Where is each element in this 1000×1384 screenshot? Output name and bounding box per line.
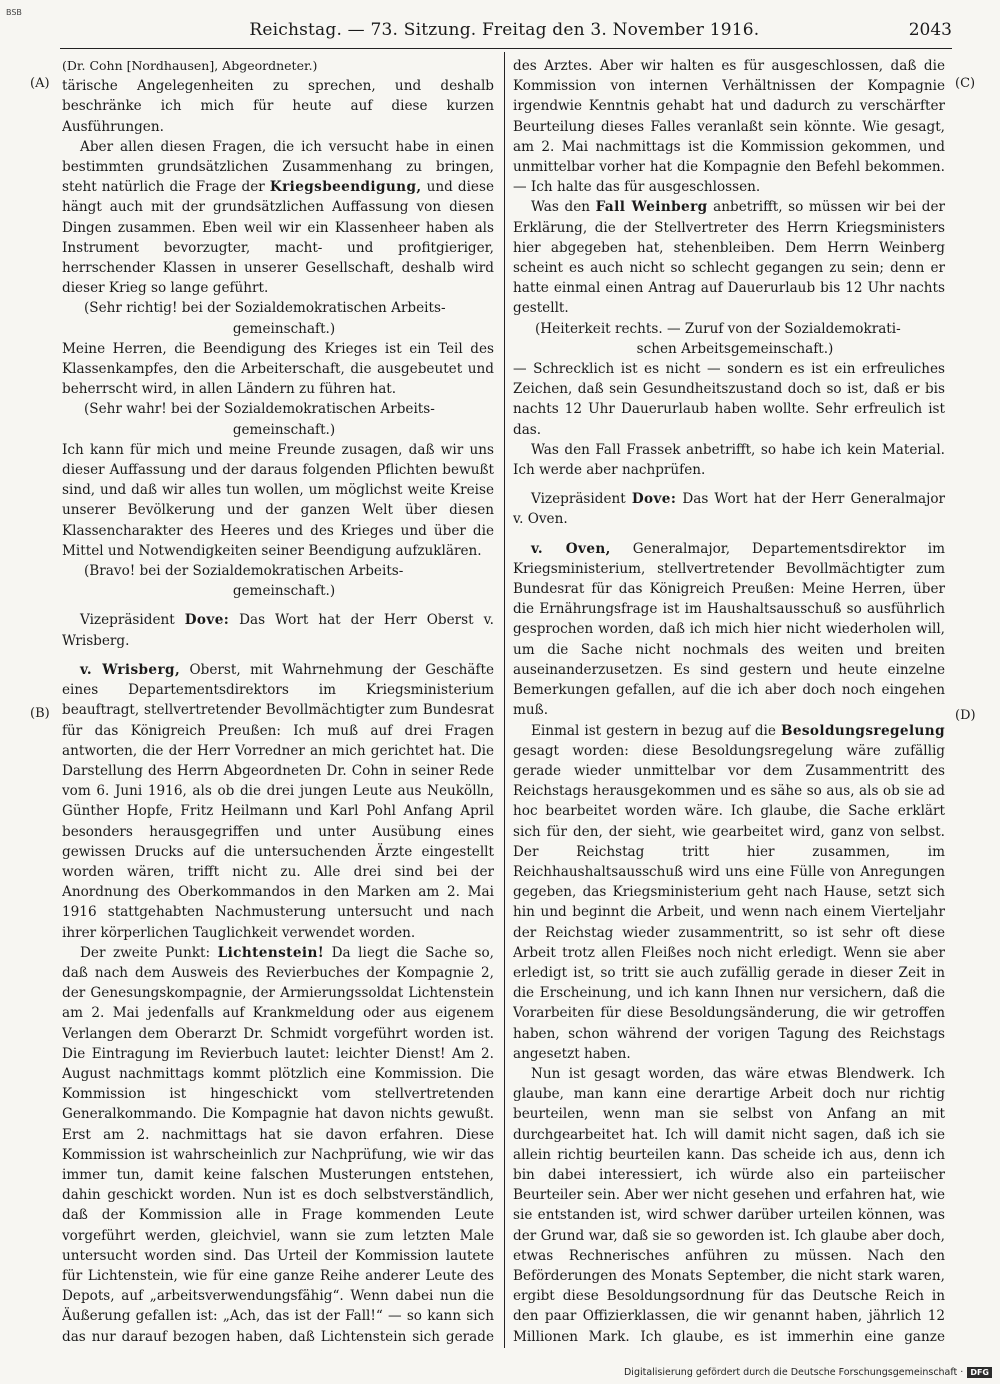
speaker-paragraph: v. Wrisberg, Oberst, mit Wahrnehmung der Geschäfte eines Departementsdirektors im Kriegsministerium beauftragt, stellvertretender Bevollmächtigter zum Bundesrat für das Königreich Preußen: Ich muß auf drei Fragen antworten, die der Herr Vorredner an mich gerichtet hat. Die Darstellung des Herrn Abgeordneten Dr. Cohn in seiner Rede vom 6. Juni 1916, als ob die drei jungen Leute aus Neukölln, Günther Hopfe, Fritz Heilmann und Karl Pohl Anfang April besonders herausgegriffen und unter Ausübung eines gewissen Drucks auf die untersuchenden Ärzte eingestellt worden wären, trifft nicht zu. Alle drei sind bei der Anordnung des Oberkommandos in den Marken am 2. Mai 1916 stattgehabten Nachmusterung untersucht und nach ihrer körperlichen Tauglichkeit verwendet worden. [62, 661, 494, 941]
page-header [60, 20, 952, 46]
digitization-credit [624, 1367, 992, 1378]
paragraph: Einmal ist gestern in bezug auf die Besoldungsregelung gesagt worden: diese Besoldungsregelung wäre zufällig gerade wieder unmittelbar vor dem Zusammentritt des Reichstags herausgekommen und es sähe so aus, als ob sie ad hoc bearbeitet worden wäre. Ich glaube, die Sache erklärt sich für den, der sieht, wie gearbeitet wird, ganz von selbst. Der Reichstag tritt hier zusammen, im Reichhaushaltsausschuß wird uns eine Fülle von Anregungen gegeben, das Kriegsministerium geht nach Hause, setzt sich hin und beginnt die Arbeit, und wenn nach einem Vierteljahr der Reichstag wieder zusammentritt, so ist sehr oft diese Arbeit trotz allen Fleißes noch nicht erledigt. Wenn sie aber erledigt ist, so tritt sie auch zufällig gerade in dieser Zeit in die Erscheinung, und ich kann Ihnen nur versichern, daß die Vorarbeiten für diese Besoldungsänderung, die wir getroffen haben, schon während der vorigen Tagung des Reichstags angesetzt haben. [513, 722, 945, 1062]
paragraph: Was den Fall Frassek anbetrifft, so habe ich kein Material. Ich werde aber nachprüfen. [513, 441, 945, 479]
column-divider [504, 52, 505, 1348]
speaker-name: v. Oven, [531, 540, 611, 557]
paragraph: Nun ist gesagt worden, das wäre etwas Blendwerk. Ich glaube, man kann eine derartige Arbeit doch nur richtig beurteilen, wenn man sie selbst von Anfang an mit durchgearbeitet hat. Ich will damit nicht sagen, daß ich sie allein richtig beurteilen kann. Das scheide ich aus, denn ich bin dabei interessiert, ich würde also ein parteiischer Beurteiler sein. Aber wer nicht gesehen und erfahren hat, wie sie entstanden ist, wird schwer darüber urteilen können, was der Grund war, daß sie so geworden ist. Ich glaube aber doch, etwas Rechnerisches anführen zu müssen. Nach den Beförderungen des Monats September, die nicht stark waren, ergibt diese Besoldungsordnung für das Deutsche Reich in den paar Offizierklassen, die wir genannt haben, jährlich 12 Millionen Mark. Ich glaube, es ist immerhin eine ganze [513, 1065, 945, 1345]
header-rule [60, 48, 952, 49]
running-title: Reichstag. — 73. Sitzung. Freitag den 3. November 1916. [249, 20, 760, 40]
speaker-paragraph: v. Oven, Generalmajor, Departementsdirektor im Kriegsministerium, stellvertretender Bevollmächtigter zum Bundesrat für das Königreich Preußen: Meine Herren, über die Ernährungsfrage ist im Haushaltsausschuß so ausführlich gesprochen worden, daß ich mich hier nicht wiederholen will, um die Sache nicht nochmals des weiten und breiten auseinanderzusetzen. Es sind gestern und heute einzelne Bemerkungen gefallen, auf die ich aber doch noch eingehen muß. [513, 540, 945, 719]
credit-text: Digitalisierung gefördert durch die Deutsche Forschungsgemeinschaft · [623, 1367, 964, 1378]
interjection: (Sehr richtig! bei der Sozialdemokratischen Arbeits- gemeinschaft.) [84, 300, 446, 337]
emphasis: Lichtenstein! [217, 944, 325, 961]
margin-marker-b: (B) [30, 706, 50, 721]
paragraph: — Schrecklich ist es nicht — sondern es ist ein erfreuliches Zeichen, daß sein Gesundheitszustand doch so ist, daß er bis nachts 12 Uhr Dauerurlaub haben wollte. Sehr erfreulich ist das. [513, 361, 945, 438]
margin-marker-d: (D) [955, 708, 976, 723]
left-column [62, 56, 494, 1346]
interjection: (Bravo! bei der Sozialdemokratischen Arbeits- gemeinschaft.) [84, 563, 404, 600]
paragraph: Der zweite Punkt: Lichtenstein! Da liegt die Sache so, daß nach dem Ausweis des Revierbuches der Kompagnie 2, der Genesungskompagnie, der Armierungssoldat Lichtenstein am 2. Mai jedenfalls auf Krankmeldung oder aus eigenem Verlangen dem Oberarzt Dr. Schmidt vorgeführt worden ist. Die Eintragung im Revierbuch lautet: leichter Dienst! Am 2. August nachmittags kommt plötzlich eine Kommission. Die Kommission ist hingeschickt vom stellvertretenden Generalkommando. Die Kompagnie hat davon nichts gewußt. Erst am 2. nachmittags hat sie davon erfahren. Diese Kommission ist wahrscheinlich zur Nachprüfung, wie wir das immer tun, damit keine falschen Musterungen entstehen, dahin geschickt worden. Nun ist es doch selbstverständlich, daß der Kommission alle in Frage kommenden Leute vorgeführt werden, gleichviel, wann sie zum letzten Male untersucht worden sind. Das Urteil der Kommission lautete für Lichtenstein, wie für eine ganze Reihe anderer Leute des Depots, auf „arbeitsverwendungsfähig“. Wenn dabei nun die Äußerung gefallen ist: „Ach, das ist der Fall!“ — so kann sich das nur darauf bezogen haben, daß Lichtenstein sich gerade [62, 944, 494, 1345]
margin-marker-c: (C) [955, 76, 976, 91]
paragraph: des Arztes. Aber wir halten es für ausgeschlossen, daß die Kommission von internen Verhältnissen der Kompagnie irgendwie Kenntnis gehabt hat und dadurch zu verschärfter Beurteilung dieses Falles veranlaßt sein könnte. Wie gesagt, am 2. Mai nachmittags ist die Kommission gekommen, und unmittelbar vorher hat die Kompagnie den Befehl bekommen. — Ich halte das für ausgeschlossen. [513, 58, 945, 196]
emphasis: Besoldungsregelung [780, 722, 945, 739]
paragraph: Ich kann für mich und meine Freunde zusagen, daß wir uns dieser Auffassung und der daraus folgenden Pflichten bewußt sind, und daß wir alles tun wollen, um möglichst weite Kreise unserer Bevölkerung und der ganzen Welt über diesen Klassencharakter des Heeres und des Krieges und über die Mittel und Notwendigkeiten seiner Beendigung aufzuklären. [62, 441, 494, 559]
emphasis: Kriegsbeendigung, [269, 179, 422, 196]
dfg-logo: DFG [967, 1367, 992, 1378]
right-column [513, 56, 945, 1346]
paragraph: tärische Angelegenheiten zu sprechen, und deshalb beschränke ich mich für heute auf diese kurzen Ausführungen. [62, 78, 494, 135]
speaker-name: Dove: [631, 491, 677, 508]
paragraph: Aber allen diesen Fragen, die ich versucht habe in einen bestimmten grundsätzlichen Zusammenhang zu bringen, steht natürlich die Frage der Kriegsbeendigung, und diese hängt auch mit der grundsätzlichen Auffassung von diesen Dingen zusammen. Eben weil wir ein Klassenheer haben als Instrument bevorzugter, macht- und profitgieriger, herrschender Klassen in unserer Gesellschaft, deshalb wird dieser Krieg so lange geführt. [62, 138, 494, 297]
speaker-attribution: (Dr. Cohn [Nordhausen], Abgeordneter.) [62, 58, 318, 73]
paragraph: Was den Fall Weinberg anbetrifft, so müssen wir bei der Erklärung, die der Stellvertreter des Herrn Kriegsministers hier abgegeben hat, stehenbleiben. Dem Herrn Weinberg scheint es auch nicht so schlecht gegangen zu sein; denn er hatte einmal einen Antrag auf Dauerurlaub bis 12 Uhr nachts gestellt. [513, 199, 945, 317]
interjection: (Sehr wahr! bei der Sozialdemokratischen Arbeits- gemeinschaft.) [84, 401, 435, 438]
speaker-name: v. Wrisberg, [80, 661, 181, 678]
speaker-paragraph: Vizepräsident Dove: Das Wort hat der Herr Oberst v. Wrisberg. [62, 612, 494, 649]
emphasis: Fall Weinberg [595, 199, 708, 216]
speaker-name: Dove: [184, 612, 230, 629]
margin-marker-a: (A) [30, 76, 50, 91]
library-mark: BSB [6, 8, 22, 17]
interjection: (Heiterkeit rechts. — Zuruf von der Sozialdemokrati- schen Arbeitsgemeinschaft.) [535, 320, 901, 357]
paragraph: Meine Herren, die Beendigung des Krieges ist ein Teil des Klassenkampfes, den die Arbeiterschaft, die ausgebeutet und beherrscht wird, in allen Ländern zu führen hat. [62, 340, 494, 398]
page-number: 2043 [908, 20, 952, 40]
speaker-paragraph: Vizepräsident Dove: Das Wort hat der Herr Generalmajor v. Oven. [513, 491, 945, 528]
